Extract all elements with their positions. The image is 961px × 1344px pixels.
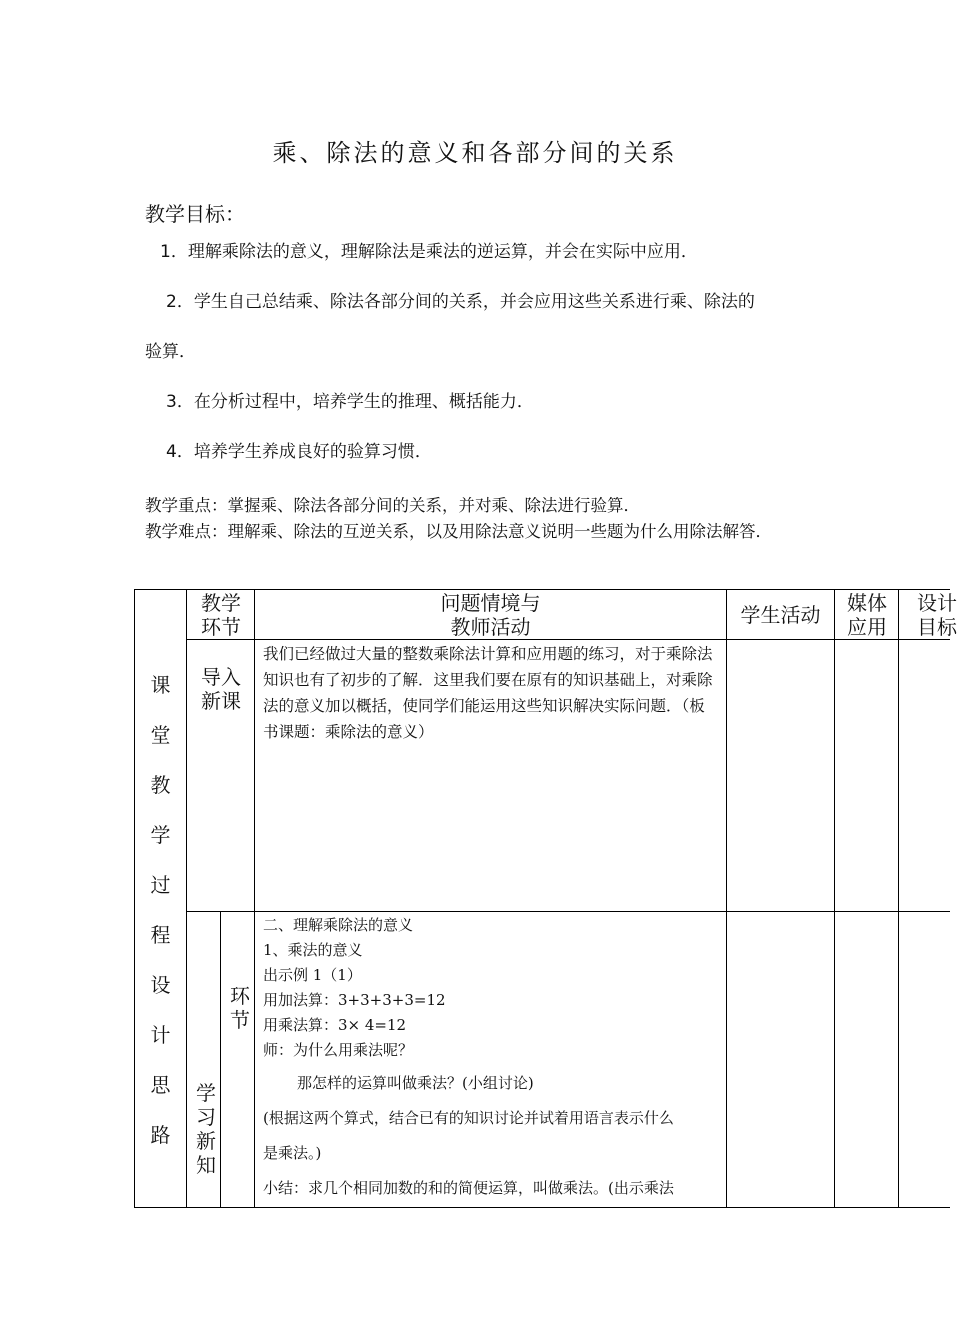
- row1-teacher-activity: 我们已经做过大量的整数乘除法计算和应用题的练习，对于乘除法知识也有了初步的了解．这里我们要在原有的知识基础上，对乘除法的意义加以概括，使同学们能运用这些知识解决实际问题．（板书课题：乘除法的意义）: [263, 645, 713, 741]
- row2-line: 用加法算：3+3+3+3=12: [263, 991, 446, 1009]
- objective-1: 1．理解乘除法的意义，理解除法是乘法的逆运算，并会在实际中应用．: [160, 242, 698, 262]
- objective-2-cont: 验算．: [145, 342, 196, 362]
- col-divider-stage-inner: [220, 911, 221, 1208]
- difficulty: 教学难点：理解乘、除法的互逆关系，以及用除法意义说明一些题为什么用除法解答．: [145, 522, 772, 541]
- col-divider-4: [834, 589, 835, 1208]
- row1-stage: 导入新课: [201, 665, 241, 713]
- header-student-activity: 学生活动: [740, 603, 821, 627]
- row2-line: 小结：求几个相同加数的和的简便运算，叫做乘法。(出示乘法: [263, 1179, 674, 1197]
- row2-line: 用乘法算：3× 4=12: [263, 1016, 407, 1034]
- header-stage: 教学环节: [201, 591, 241, 639]
- header-situation: 问题情境与 教师活动: [440, 591, 541, 639]
- page-title: 乘、除法的意义和各部分间的关系: [272, 139, 678, 167]
- row2-teacher-activity: [263, 913, 723, 1201]
- row2-stage-outer: 学习新知: [196, 1081, 216, 1177]
- side-label: 课 堂 教 学 过 程 设 计 思 路: [150, 673, 171, 1147]
- header-media: 媒体应用: [847, 591, 887, 639]
- col-divider-1: [186, 589, 187, 1208]
- objective-3: 3．在分析过程中，培养学生的推理、概括能力．: [166, 392, 534, 412]
- col-divider-5: [898, 589, 899, 1208]
- row2-stage-inner: 环节: [230, 984, 250, 1032]
- row2-line: 1、乘法的意义: [263, 941, 363, 959]
- row2-line: 出示例 1（1）: [263, 966, 362, 984]
- objective-4: 4．培养学生养成良好的验算习惯．: [166, 442, 432, 462]
- col-divider-2: [254, 589, 255, 1208]
- col-divider-3: [726, 589, 727, 1208]
- row2-line: (根据这两个算式，结合已有的知识讨论并试着用语言表示什么: [263, 1109, 674, 1127]
- table-row-divider: [186, 911, 950, 912]
- row2-line: 那怎样的运算叫做乘法？(小组讨论): [297, 1074, 534, 1092]
- key-point: 教学重点：掌握乘、除法各部分间的关系，并对乘、除法进行验算．: [145, 496, 640, 515]
- row2-line: 师：为什么用乘法呢？: [263, 1041, 414, 1059]
- table-border-bottom: [134, 1207, 950, 1208]
- row2-line: 二、理解乘除法的意义: [263, 916, 414, 934]
- objectives-label: 教学目标：: [145, 202, 245, 226]
- objective-2: 2．学生自己总结乘、除法各部分间的关系，并会应用这些关系进行乘、除法的: [166, 292, 755, 312]
- table-header-divider: [186, 639, 950, 640]
- table-border-top: [134, 589, 950, 590]
- header-design-goal: 设计目标: [917, 591, 957, 639]
- row2-line: 是乘法。): [263, 1144, 322, 1162]
